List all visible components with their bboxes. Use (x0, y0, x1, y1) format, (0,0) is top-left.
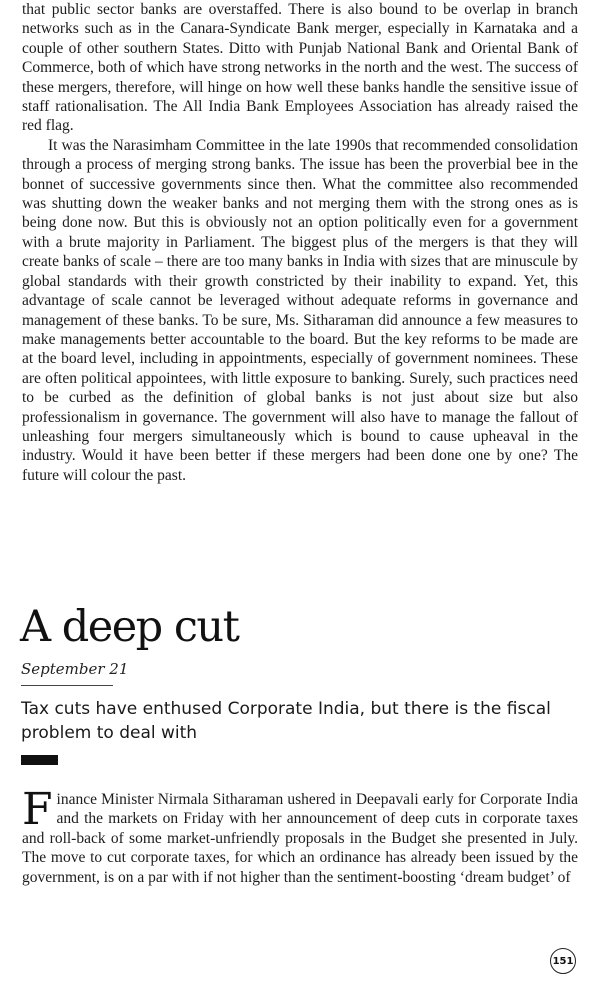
previous-article-paragraph: that public sector banks are overstaffed. There is also bound to be overlap in branch networks such as in the Canara-Syndicate Bank merger, especially in Karnataka and a couple of other southern States. Ditto with Punjab National Bank and Oriental Bank of Commerce, both of which have strong networks in the north and the west. The success of these mergers, therefore, will hinge on how well these banks handle the sensitive issue of staff rationalisation. The All India Bank Employees Association has already raised the red flag. (22, 1, 578, 135)
article-opening-text: inance Minister Nirmala Sitharaman ushered in Deepavali early for Corporate India and the markets on Friday with her announcement of deep cuts in corporate taxes and roll-back of some market-unfriendly proposals in the Budget she presented in July. The move to cut corporate taxes, for which an ordinance has already been issued by the government, is on a par with if not higher than the sentiment-boosting ‘dream budget’ of (22, 791, 578, 886)
previous-article-paragraph: It was the Narasimham Committee in the late 1990s that recommended consolidation through a process of merging strong banks. The issue has been the proverbial bee in the bonnet of successive governments since then. What the committee also recommended was shutting down the weaker banks and not merging them with the strong ones as is being done now. But this is obviously not an option politically even for a government with a brute majority in Parliament. The biggest plus of the mergers is that they will create banks of scale – there are too many banks in India with sizes that are minuscule by global standards with their growth constricted by their inability to expand. Yet, this advantage of scale cannot be leveraged without adequate reforms in governance and management of these banks. To be sure, Ms. Sitharaman did announce a few measures to make managements better accountable to the board. But the key reforms to be made are at the board level, including in appointments, especially of government nominees. These are often political appointees, with little exposure to banking. Surely, such practices need to be curbed as the definition of global banks is not just about size but also professionalism in governance. The government will also have to manage the fallout of unleashing four mergers simultaneously which is bound to cause upheaval in the industry. Would it have been better if these mergers had been done one by one? The future will colour the past. (22, 136, 578, 484)
previous-article-text (22, 0, 578, 485)
article-opening-paragraph (22, 784, 578, 887)
page-number: 151 (550, 948, 576, 974)
drop-cap: F (22, 784, 53, 835)
article-headline: A deep cut (20, 602, 239, 652)
section-marker-bar (21, 755, 58, 765)
date-underline-rule (21, 685, 113, 686)
article-body (22, 784, 578, 887)
article-standfirst: Tax cuts have enthused Corporate India, but there is the fiscal problem to deal with (21, 699, 551, 743)
article-date: September 21 (21, 660, 129, 678)
